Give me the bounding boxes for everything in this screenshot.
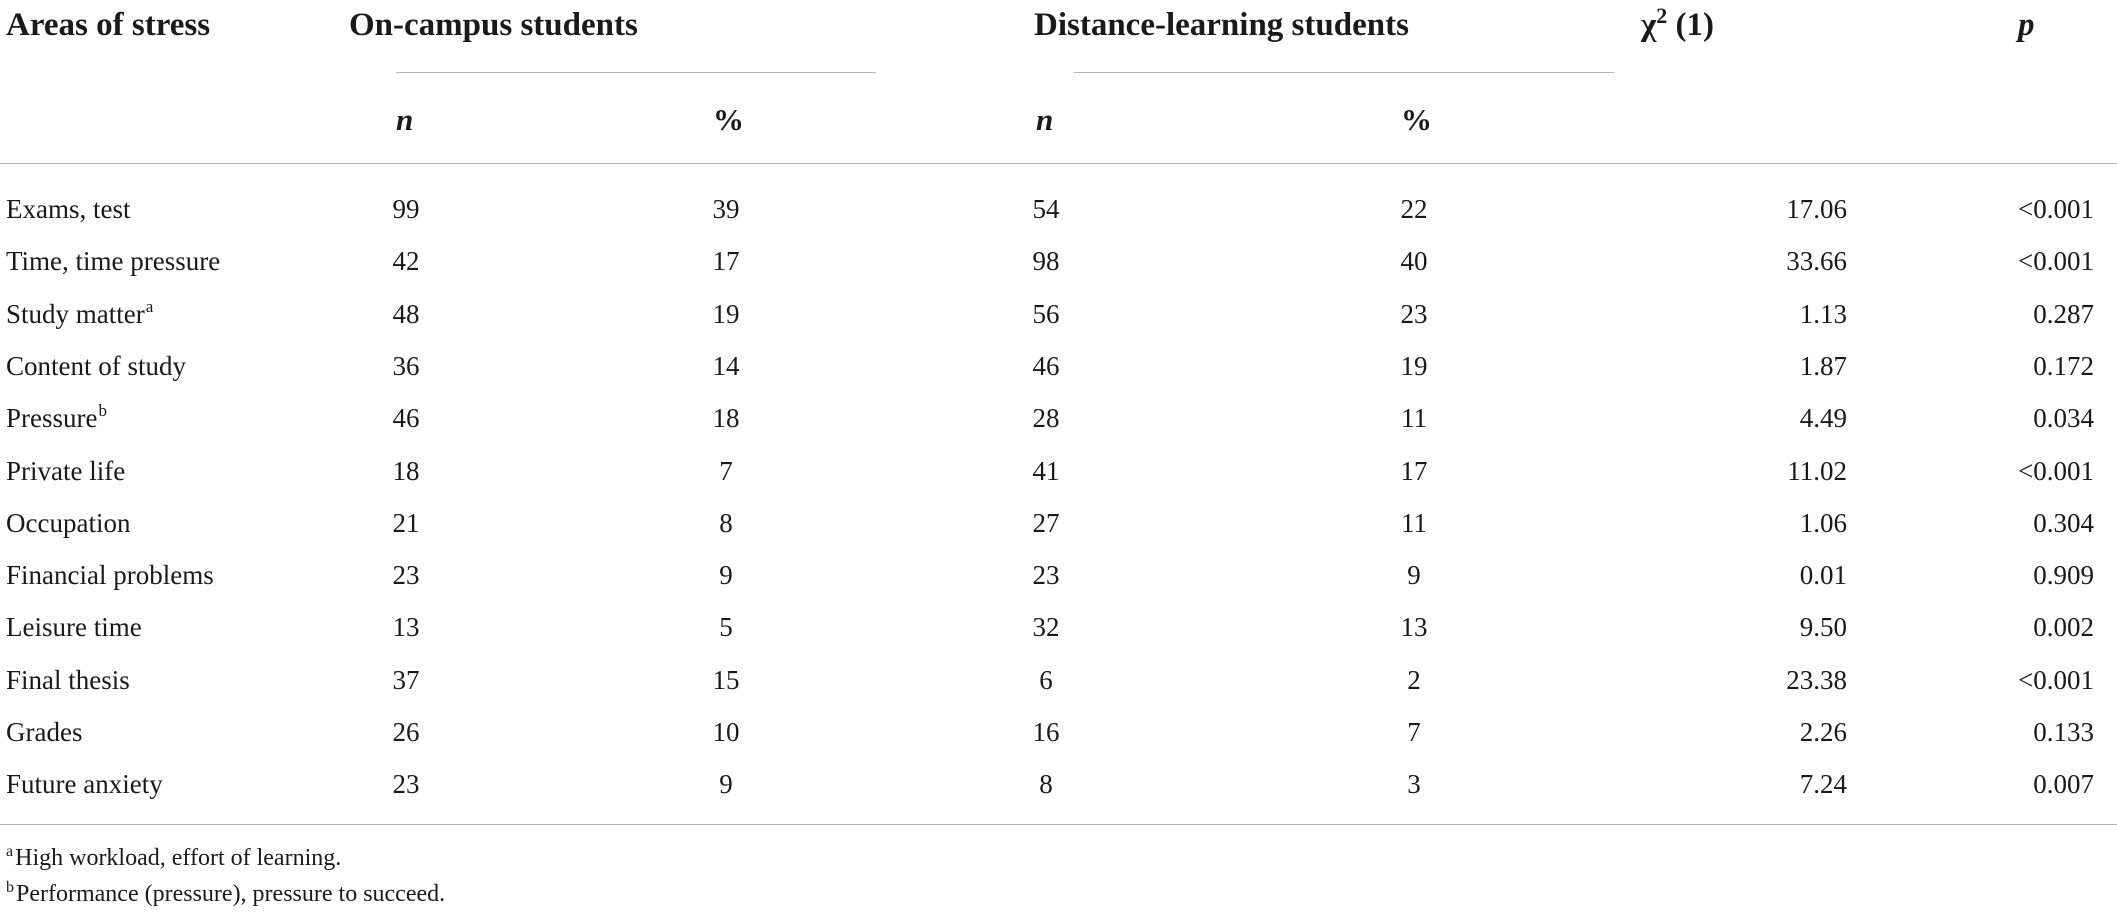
cell-on-campus-n: 46: [392, 403, 420, 434]
cell-distance-percent: 23: [1400, 298, 1428, 329]
header-distance-percent: %: [1401, 102, 1432, 137]
area-label: Time, time pressure: [6, 246, 221, 277]
header-on-campus-percent: %: [713, 102, 744, 137]
cell-chi-square: 9.50: [1799, 612, 1847, 643]
on-campus-group-rule: [396, 72, 876, 73]
footnote-b-marker: b: [6, 879, 14, 896]
area-label: Future anxiety: [6, 769, 163, 800]
cell-chi-square: 23.38: [1786, 664, 1847, 695]
cell-on-campus-n: 26: [392, 717, 420, 747]
table-row: [0, 601, 2117, 653]
table-row: [0, 654, 2117, 706]
cell-area-of-stress: [6, 549, 214, 601]
cell-on-campus-n: 48: [392, 298, 420, 329]
cell-area-of-stress: [6, 497, 130, 549]
cell-on-campus-n: 18: [392, 455, 420, 486]
chi-superscript: 2: [1656, 3, 1668, 28]
cell-p-value: <0.001: [2018, 455, 2094, 486]
table-row: [0, 235, 2117, 287]
area-label: Financial problems: [6, 560, 214, 591]
cell-distance-percent: 11: [1401, 507, 1427, 538]
cell-on-campus-percent: 7: [719, 455, 733, 486]
area-label: Study matter: [6, 298, 145, 329]
cell-chi-square: 4.49: [1799, 403, 1847, 434]
cell-on-campus-percent: 15: [712, 664, 740, 695]
table-row: [0, 497, 2117, 549]
cell-p-value: 0.909: [2033, 560, 2094, 591]
header-p-value: p: [2018, 7, 2035, 43]
cell-p-value: 0.304: [2033, 507, 2094, 538]
cell-area-of-stress: [6, 654, 130, 706]
cell-distance-percent: 13: [1400, 612, 1428, 643]
footnote-marker: a: [145, 296, 154, 316]
table-row: [0, 183, 2117, 235]
cell-distance-n: 46: [1032, 350, 1060, 381]
cell-distance-n: 6: [1039, 664, 1053, 695]
cell-p-value: <0.001: [2018, 194, 2094, 224]
cell-distance-n: 27: [1032, 507, 1060, 538]
cell-distance-percent: 3: [1407, 769, 1421, 800]
header-on-campus-n: n: [396, 102, 414, 137]
cell-distance-n: 98: [1032, 246, 1060, 277]
cell-on-campus-percent: 19: [712, 298, 740, 329]
footnote-a-text: High workload, effort of learning.: [15, 845, 342, 871]
footnote-a: [6, 843, 342, 871]
header-distance-learning-students: Distance-learning students: [1034, 7, 1409, 43]
footnote-a-marker: a: [6, 843, 14, 860]
area-label: Grades: [6, 717, 83, 747]
cell-chi-square: 1.13: [1799, 298, 1847, 329]
cell-distance-percent: 11: [1401, 403, 1427, 434]
cell-distance-percent: 9: [1407, 560, 1421, 591]
footnote-b-text: Performance (pressure), pressure to succeed.: [16, 881, 446, 907]
cell-area-of-stress: [6, 288, 153, 344]
cell-distance-n: 23: [1032, 560, 1060, 591]
cell-area-of-stress: [6, 445, 125, 497]
cell-distance-percent: 19: [1400, 350, 1428, 381]
cell-chi-square: 7.24: [1799, 769, 1847, 800]
cell-chi-square: 17.06: [1786, 194, 1847, 224]
cell-on-campus-n: 13: [392, 612, 420, 643]
cell-on-campus-percent: 5: [719, 612, 733, 643]
table-bottom-rule: [0, 824, 2117, 825]
chi-symbol: χ: [1641, 7, 1657, 43]
cell-on-campus-percent: 9: [719, 560, 733, 591]
cell-area-of-stress: [6, 340, 186, 392]
cell-chi-square: 11.02: [1787, 455, 1847, 486]
cell-distance-n: 28: [1032, 403, 1060, 434]
cell-distance-n: 54: [1032, 194, 1060, 224]
cell-on-campus-n: 37: [392, 664, 420, 695]
header-distance-n: n: [1036, 102, 1054, 137]
header-bottom-rule: [0, 163, 2117, 164]
cell-chi-square: 0.01: [1799, 560, 1847, 591]
header-areas-of-stress: Areas of stress: [6, 7, 211, 43]
cell-on-campus-percent: 8: [719, 507, 733, 538]
cell-chi-square: 33.66: [1786, 246, 1847, 277]
cell-on-campus-n: 23: [392, 769, 420, 800]
cell-p-value: 0.287: [2033, 298, 2094, 329]
cell-distance-percent: 40: [1400, 246, 1428, 277]
cell-p-value: 0.007: [2033, 769, 2094, 800]
header-chi-square: [1641, 3, 1714, 43]
cell-distance-percent: 7: [1407, 717, 1421, 747]
cell-chi-square: 1.87: [1799, 350, 1847, 381]
footnote-b: [6, 879, 446, 907]
table-row: [0, 706, 2117, 758]
cell-on-campus-n: 23: [392, 560, 420, 591]
cell-area-of-stress: [6, 706, 82, 758]
cell-area-of-stress: [6, 183, 130, 235]
cell-chi-square: 2.26: [1799, 717, 1847, 747]
area-label: Occupation: [6, 507, 131, 538]
chi-df: (1): [1675, 7, 1714, 43]
table-row: [0, 758, 2117, 810]
cell-distance-n: 32: [1032, 612, 1060, 643]
cell-p-value: 0.034: [2033, 403, 2094, 434]
cell-distance-n: 16: [1032, 717, 1060, 747]
area-label: Leisure time: [6, 612, 142, 643]
cell-on-campus-n: 21: [392, 507, 420, 538]
area-label: Pressure: [6, 403, 98, 434]
cell-distance-percent: 2: [1407, 664, 1421, 695]
area-label: Final thesis: [6, 664, 130, 695]
table-row: [0, 549, 2117, 601]
area-label: Content of study: [6, 350, 186, 381]
cell-distance-n: 41: [1032, 455, 1060, 486]
cell-on-campus-percent: 14: [712, 350, 740, 381]
cell-distance-n: 8: [1039, 769, 1053, 800]
cell-p-value: <0.001: [2018, 246, 2094, 277]
cell-p-value: 0.172: [2033, 350, 2094, 381]
cell-area-of-stress: [6, 235, 220, 287]
table-row: [0, 392, 2117, 444]
cell-area-of-stress: [6, 392, 107, 448]
cell-area-of-stress: [6, 601, 142, 653]
cell-p-value: 0.133: [2033, 717, 2094, 747]
area-label: Exams, test: [6, 194, 131, 224]
cell-on-campus-percent: 18: [712, 403, 740, 434]
cell-on-campus-percent: 17: [712, 246, 740, 277]
cell-distance-percent: 22: [1400, 194, 1428, 224]
cell-area-of-stress: [6, 758, 163, 810]
cell-distance-percent: 17: [1400, 455, 1428, 486]
cell-on-campus-percent: 10: [712, 717, 740, 747]
cell-p-value: 0.002: [2033, 612, 2094, 643]
table-row: [0, 445, 2117, 497]
area-label: Private life: [6, 455, 126, 486]
cell-on-campus-percent: 9: [719, 769, 733, 800]
header-on-campus-students: On-campus students: [349, 7, 638, 43]
table-row: [0, 288, 2117, 340]
cell-distance-n: 56: [1032, 298, 1060, 329]
footnote-marker: b: [98, 401, 107, 421]
table-row: [0, 340, 2117, 392]
cell-chi-square: 1.06: [1799, 507, 1847, 538]
cell-on-campus-n: 36: [392, 350, 420, 381]
distance-group-rule: [1074, 72, 1614, 73]
cell-on-campus-percent: 39: [712, 194, 740, 224]
cell-p-value: <0.001: [2018, 664, 2094, 695]
cell-on-campus-n: 99: [392, 194, 420, 224]
cell-on-campus-n: 42: [392, 246, 420, 277]
